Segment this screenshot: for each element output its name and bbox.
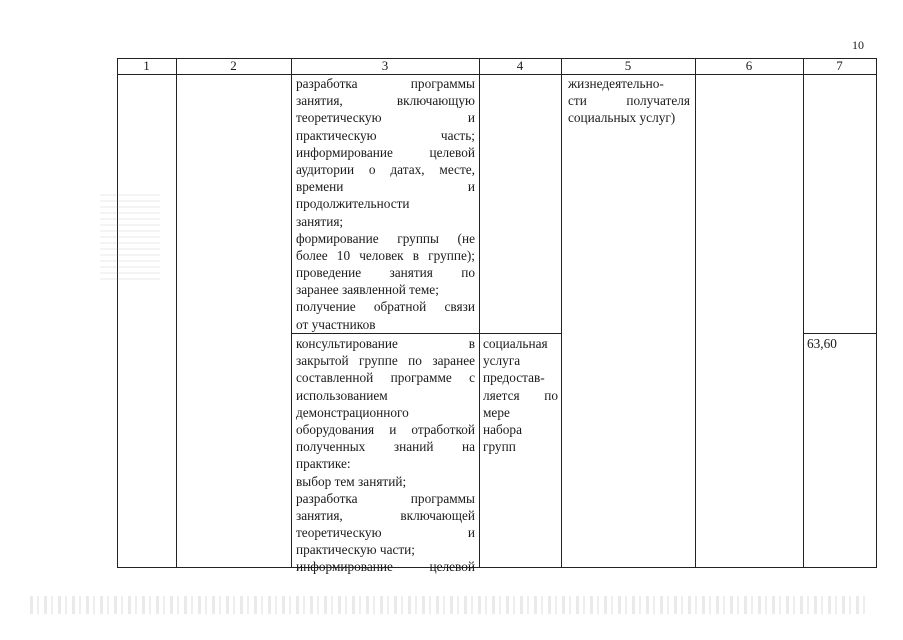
row2-col3-description bbox=[296, 335, 475, 576]
text-line: практическую часть; bbox=[296, 127, 475, 143]
text-line: жизнедеятельно- bbox=[568, 76, 664, 91]
row1-col5-text bbox=[568, 75, 690, 127]
text-line: групп bbox=[483, 439, 516, 455]
row2-col4-text bbox=[483, 335, 558, 455]
services-table bbox=[117, 58, 877, 575]
text-line: мере bbox=[483, 404, 510, 420]
column-header-3: 3 bbox=[381, 58, 389, 73]
text-line: времени и bbox=[296, 179, 475, 195]
text-line: полученных знаний на bbox=[296, 439, 475, 455]
text-line: сти получателя bbox=[568, 93, 690, 109]
col-border-2 bbox=[291, 58, 292, 568]
text-line: демонстрационного bbox=[296, 404, 409, 420]
column-header-7: 7 bbox=[836, 58, 843, 73]
text-line: аудитории о датах, месте, bbox=[296, 161, 475, 177]
row1-col3-description bbox=[296, 75, 475, 333]
text-line: информирование целевой bbox=[296, 559, 475, 575]
text-line: использованием bbox=[296, 387, 388, 403]
column-header-5: 5 bbox=[624, 58, 632, 73]
col-border-3 bbox=[479, 58, 480, 568]
text-line: составленной программе с bbox=[296, 370, 475, 386]
text-line: разработка программы bbox=[296, 76, 475, 91]
column-header-1: 1 bbox=[143, 58, 150, 73]
page-number: 10 bbox=[852, 38, 864, 52]
column-header-6: 6 bbox=[745, 58, 753, 73]
text-line: социальных услуг) bbox=[568, 110, 676, 126]
col-border-5 bbox=[695, 58, 696, 568]
text-line: предостав- bbox=[483, 370, 545, 386]
price-value: 63,60 bbox=[807, 336, 837, 351]
text-line: услуга bbox=[483, 353, 521, 369]
text-line: заранее заявленной теме; bbox=[296, 282, 439, 298]
text-line: продолжительности bbox=[296, 196, 410, 212]
text-line: закрытой группе по заранее bbox=[296, 353, 475, 369]
row1-bottom-border-col7 bbox=[803, 333, 877, 334]
text-line: формирование группы (не bbox=[296, 230, 475, 246]
text-line: практике: bbox=[296, 456, 351, 472]
row1-bottom-border-col3-4 bbox=[291, 333, 561, 334]
text-line: теоретическую и bbox=[296, 525, 475, 541]
text-line: набора bbox=[483, 421, 522, 437]
text-line: проведение занятия по bbox=[296, 265, 475, 281]
col-border-4 bbox=[561, 58, 562, 568]
text-line: выбор тем занятий; bbox=[296, 473, 407, 489]
col-border-6 bbox=[803, 58, 804, 568]
col-border-1 bbox=[176, 58, 177, 568]
scan-artifact bbox=[30, 596, 870, 614]
column-header-4: 4 bbox=[516, 58, 524, 73]
text-line: практическую части; bbox=[296, 542, 415, 558]
header-bottom-border bbox=[117, 74, 877, 75]
text-line: теоретическую и bbox=[296, 110, 475, 126]
text-line: занятия; bbox=[296, 213, 344, 229]
col-border-7 bbox=[876, 58, 877, 568]
text-line: от участников bbox=[296, 316, 376, 332]
table-bottom-border bbox=[117, 567, 877, 568]
text-line: более 10 человек в группе); bbox=[296, 247, 475, 263]
column-header-2: 2 bbox=[230, 58, 237, 73]
scan-artifact bbox=[100, 190, 160, 280]
text-line: получение обратной связи bbox=[296, 299, 475, 315]
text-line: оборудования и отработкой bbox=[296, 421, 475, 437]
text-line: информирование целевой bbox=[296, 144, 475, 160]
row2-col7-value bbox=[807, 335, 873, 352]
text-line: социальная bbox=[483, 336, 548, 351]
text-line: разработка программы bbox=[296, 490, 475, 506]
text-line: консультирование в bbox=[296, 336, 475, 351]
col-border-0 bbox=[117, 58, 118, 568]
text-line: занятия, включающую bbox=[296, 93, 475, 109]
text-line: ляется по bbox=[483, 387, 558, 403]
text-line: занятия, включающей bbox=[296, 507, 475, 523]
